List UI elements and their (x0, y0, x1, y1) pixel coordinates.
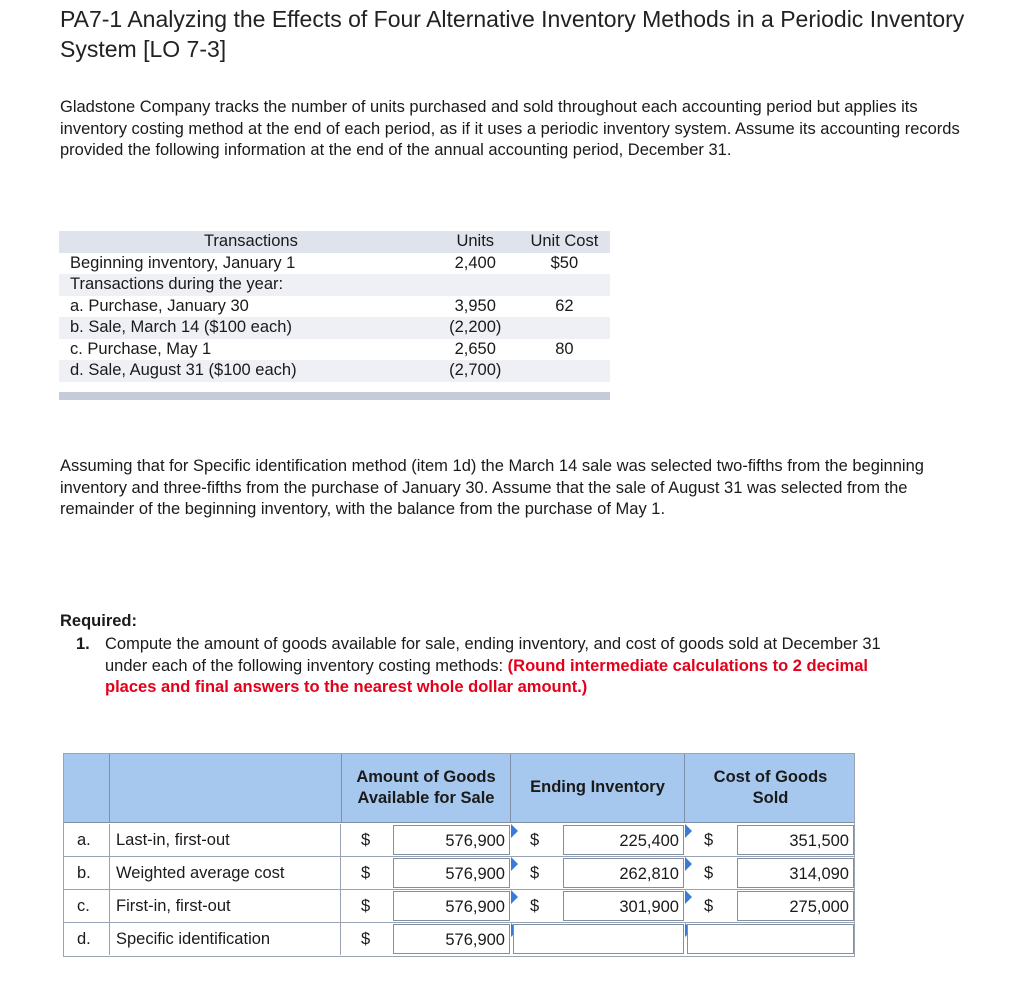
row-cost (519, 317, 610, 339)
row-units: 2,400 (454, 253, 496, 272)
row-letter: c. (77, 897, 90, 915)
row-cost: $50 (550, 253, 579, 272)
ending-inventory-input[interactable]: 262,810 (563, 858, 684, 888)
method-label: First-in, first-out (109, 890, 341, 922)
currency-symbol: $ (530, 897, 540, 915)
row-letter: a. (77, 831, 91, 849)
available-input[interactable]: 576,900 (393, 924, 510, 954)
header-blank-letter (64, 754, 110, 822)
header-unit-cost: Unit Cost (530, 232, 599, 251)
answer-row-fifo (63, 890, 855, 923)
answer-row-specific-identification (63, 923, 855, 956)
cogs-input[interactable]: 351,500 (737, 825, 854, 855)
table-row (59, 296, 610, 318)
method-label: Weighted average cost (109, 857, 341, 889)
answer-header-row (63, 753, 855, 823)
transactions-table (59, 231, 610, 382)
row-desc: Beginning inventory, January 1 (70, 253, 296, 272)
row-desc: d. Sale, August 31 ($100 each) (70, 361, 297, 380)
header-units: Units (456, 232, 495, 251)
currency-symbol: $ (704, 831, 714, 849)
table-row (59, 274, 610, 296)
table-row (59, 253, 610, 275)
cogs-input[interactable] (687, 924, 854, 954)
cogs-input[interactable]: 275,000 (737, 891, 854, 921)
row-units: (2,200) (449, 318, 502, 337)
input-marker-icon (511, 890, 518, 904)
row-cost: 62 (555, 296, 574, 315)
table-header-row (59, 231, 610, 253)
input-marker-icon (511, 857, 518, 871)
header-blank-method (110, 754, 342, 822)
row-cost: 80 (555, 339, 574, 358)
ending-inventory-input[interactable]: 301,900 (563, 891, 684, 921)
available-input[interactable]: 576,900 (393, 891, 510, 921)
required-instruction: Compute the amount of goods available for sale, ending inventory, and cost of goods sold at December 31 under each of the following inventory costing methods: (105, 635, 881, 675)
input-marker-icon (685, 890, 692, 904)
input-marker-icon (685, 824, 692, 838)
currency-symbol: $ (361, 930, 371, 948)
row-desc: a. Purchase, January 30 (70, 296, 249, 315)
cogs-input[interactable]: 314,090 (737, 858, 854, 888)
row-desc: c. Purchase, May 1 (70, 339, 212, 358)
row-letter: d. (77, 930, 91, 948)
header-cogs: Cost of Goods Sold (713, 767, 828, 807)
currency-symbol: $ (704, 864, 714, 882)
available-input[interactable]: 576,900 (393, 858, 510, 888)
currency-symbol: $ (704, 897, 714, 915)
rounding-note: (Round intermediate calculations to 2 decimal places and final answers to the nearest whole dollar amount.) (105, 656, 868, 696)
required-text (105, 634, 905, 699)
currency-symbol: $ (361, 864, 371, 882)
row-units: 2,650 (454, 339, 496, 358)
assumption-paragraph: Assuming that for Specific identification method (item 1d) the March 14 sale was selected two-fifths from the beginning inventory and three-fifths from the purchase of January 30. Assume that the sale of August 31 was selected from the remainder of the beginning inventory, with the balance from the purchase of May 1. (60, 457, 924, 518)
row-cost (519, 360, 610, 382)
row-units (432, 274, 519, 296)
row-units: (2,700) (449, 361, 502, 380)
method-label: Last-in, first-out (109, 824, 341, 856)
table-bottom-bar (59, 392, 610, 400)
ending-inventory-input[interactable] (513, 924, 684, 954)
required-number: 1. (76, 635, 90, 653)
currency-symbol: $ (530, 864, 540, 882)
answer-row-weighted-average (63, 857, 855, 890)
available-input[interactable]: 576,900 (393, 825, 510, 855)
currency-symbol: $ (361, 897, 371, 915)
row-units: 3,950 (454, 296, 496, 315)
table-row (59, 339, 610, 361)
row-desc: Transactions during the year: (70, 275, 284, 294)
ending-inventory-input[interactable]: 225,400 (563, 825, 684, 855)
currency-symbol: $ (361, 831, 371, 849)
table-row (59, 360, 610, 382)
answer-table (63, 753, 855, 957)
input-marker-icon (511, 824, 518, 838)
input-marker-icon (685, 857, 692, 871)
row-letter: b. (77, 864, 91, 882)
page-title: PA7-1 Analyzing the Effects of Four Alternative Inventory Methods in a Periodic Inventory System [LO 7-3] (60, 6, 965, 62)
row-desc: b. Sale, March 14 ($100 each) (70, 318, 292, 337)
header-ending-inventory: Ending Inventory (511, 754, 685, 822)
required-heading: Required: (60, 612, 138, 630)
header-available: Amount of Goods Available for Sale (342, 754, 511, 822)
answer-row-lifo (63, 824, 855, 857)
row-cost (519, 274, 610, 296)
currency-symbol: $ (530, 831, 540, 849)
intro-paragraph: Gladstone Company tracks the number of units purchased and sold throughout each accounting period but applies its inventory costing method at the end of each period, as if it uses a periodic inventory system. Assume its accounting records provided the following information at the end of the annual accounting period, December 31. (60, 98, 960, 159)
method-label: Specific identification (109, 923, 341, 955)
table-row (59, 317, 610, 339)
header-transactions: Transactions (203, 232, 298, 251)
